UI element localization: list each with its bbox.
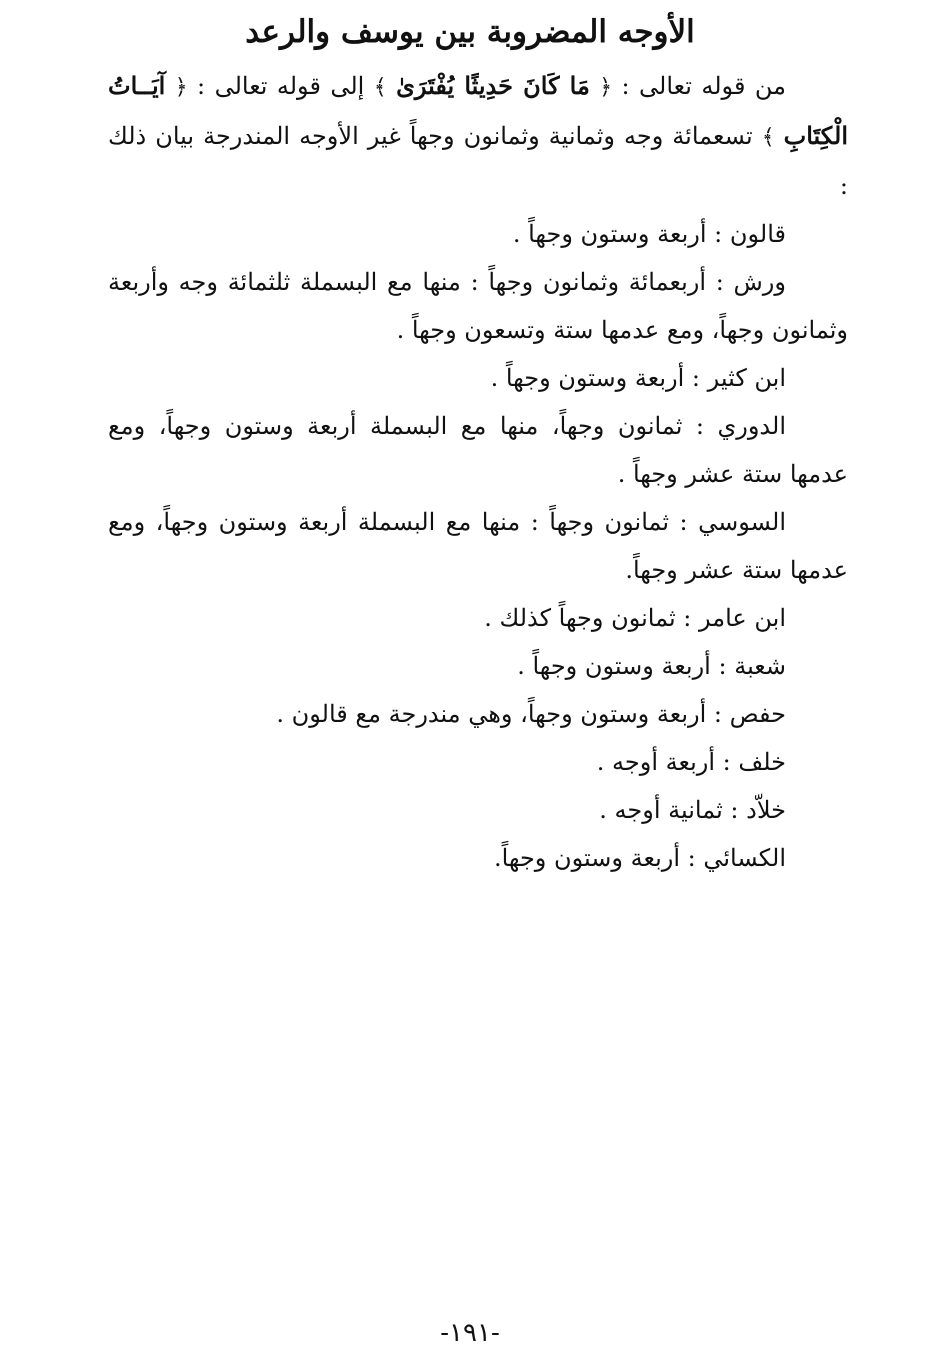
ornate-bracket-open-icon-2: ﴿ (174, 75, 188, 100)
reader-khallad: خلاّد : ثمانية أوجه . (599, 796, 786, 824)
reader-qalun: قالون : أربعة وستون وجهاً . (512, 220, 786, 248)
intro-text-before: من قوله تعالى : (612, 72, 786, 100)
reader-al-susi: السوسي : ثمانون وجهاً : منها مع البسملة أربعة وستون وجهاً، ومع عدمها ستة عشر وجهاً. (108, 508, 848, 584)
reader-al-kisai: الكسائي : أربعة وستون وجهاً. (493, 844, 786, 872)
page-title: الأوجه المضروبة بين يوسف والرعد (245, 14, 695, 50)
ornate-bracket-close-icon: ﴾ (373, 75, 387, 100)
quran-verse-1: مَا كَانَ حَدِيثًا يُفْتَرَىٰ (396, 71, 590, 100)
intro-text-after: تسعمائة وجه وثمانية وثمانون وجهاً غير الأوجه المندرجة بيان ذلك : (108, 122, 848, 200)
ornate-bracket-close-icon-2: ﴾ (761, 125, 775, 150)
ornate-bracket-open-icon: ﴿ (599, 75, 613, 100)
reader-ibn-kathir: ابن كثير : أربعة وستون وجهاً . (490, 364, 786, 392)
reader-warsh: ورش : أربعمائة وثمانون وجهاً : منها مع البسملة ثلثمائة وجه وأربعة وثمانون وجهاً، ومع عدمها ستة وتسعون وجهاً . (108, 268, 848, 344)
intro-paragraph (108, 62, 848, 210)
reader-hafs: حفص : أربعة وستون وجهاً، وهي مندرجة مع قالون . (276, 700, 786, 728)
reader-ibn-amir: ابن عامر : ثمانون وجهاً كذلك . (484, 604, 786, 632)
reader-shuba: شعبة : أربعة وستون وجهاً . (517, 652, 786, 680)
reader-al-duri: الدوري : ثمانون وجهاً، منها مع البسملة أربعة وستون وجهاً، ومع عدمها ستة عشر وجهاً . (108, 412, 848, 488)
body-text (108, 62, 848, 882)
quran-verse-2: آيَــاتُ الْكِتَابِ (108, 71, 848, 150)
page-number: -١٩١- (440, 1318, 500, 1348)
reader-khalaf: خلف : أربعة أوجه . (596, 748, 786, 776)
intro-text-middle: إلى قوله تعالى : (187, 72, 374, 100)
